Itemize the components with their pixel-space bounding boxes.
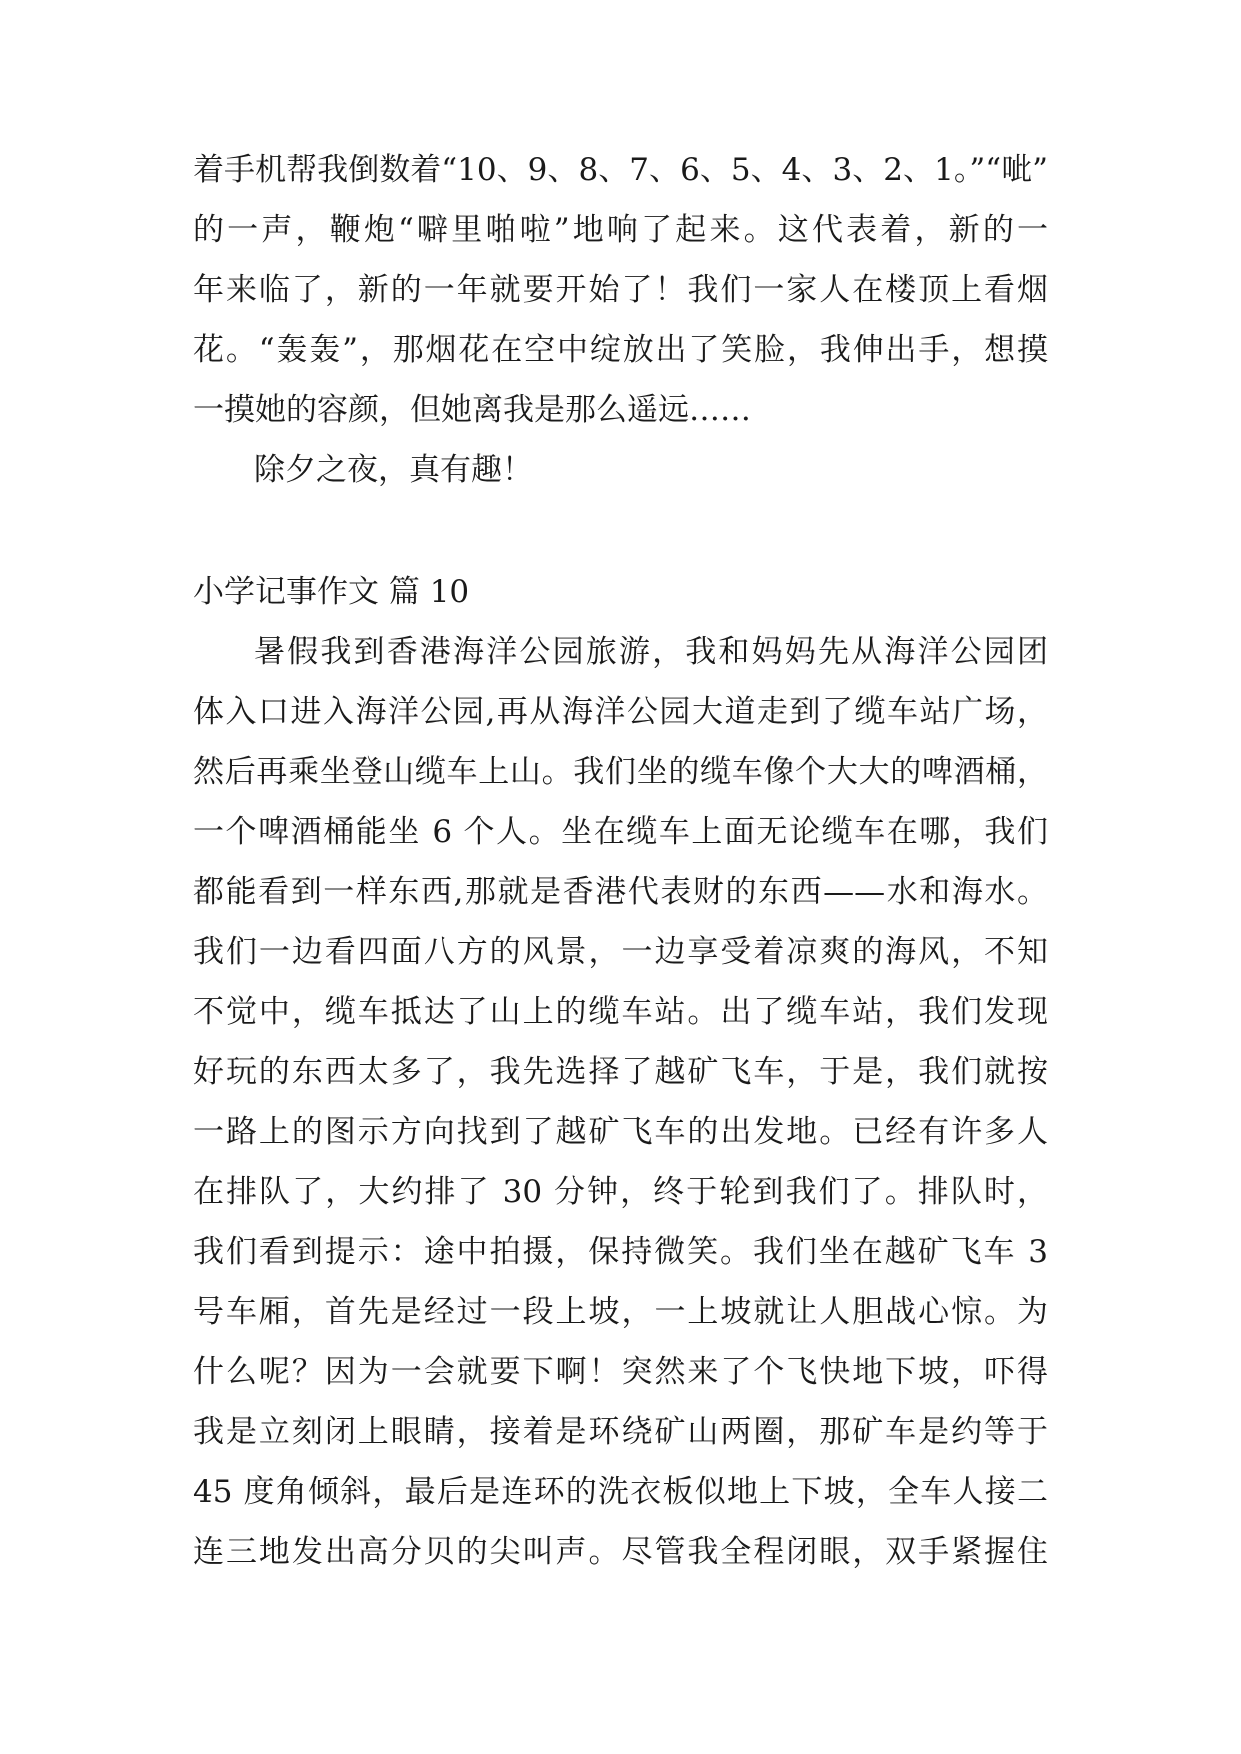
closing-line: 除夕之夜，真有趣！	[254, 452, 533, 488]
paragraph-line: 花。“轰轰”，那烟花在空中绽放出了笑脸，我伸出手，想摸	[193, 332, 1048, 368]
paragraph-line: 45 度角倾斜，最后是连环的洗衣板似地上下坡，全车人接二	[193, 1474, 1048, 1510]
paragraph-line: 的一声，鞭炮“噼里啪啦”地响了起来。这代表着，新的一	[193, 212, 1048, 248]
section-heading: 小学记事作文 篇 10	[193, 574, 470, 610]
paragraph-line: 在排队了，大约排了 30 分钟，终于轮到我们了。排队时，	[193, 1174, 1048, 1210]
paragraph-line: 体入口进入海洋公园,再从海洋公园大道走到了缆车站广场，	[193, 694, 1048, 730]
paragraph-line: 然后再乘坐登山缆车上山。我们坐的缆车像个大大的啤酒桶，	[193, 754, 1048, 790]
paragraph-line: 我是立刻闭上眼睛，接着是环绕矿山两圈，那矿车是约等于	[193, 1414, 1048, 1450]
paragraph-line: 好玩的东西太多了，我先选择了越矿飞车，于是，我们就按	[193, 1054, 1048, 1090]
paragraph-line: 我们看到提示：途中拍摄，保持微笑。我们坐在越矿飞车 3	[193, 1234, 1048, 1270]
paragraph-line: 都能看到一样东西,那就是香港代表财的东西——水和海水。	[193, 874, 1048, 910]
paragraph-line: 我们一边看四面八方的风景，一边享受着凉爽的海风，不知	[193, 934, 1048, 970]
paragraph-line: 一摸她的容颜，但她离我是那么遥远……	[193, 392, 751, 428]
paragraph-line: 连三地发出高分贝的尖叫声。尽管我全程闭眼，双手紧握住	[193, 1534, 1048, 1570]
paragraph-line: 年来临了，新的一年就要开始了！我们一家人在楼顶上看烟	[193, 272, 1048, 308]
paragraph-line: 着手机帮我倒数着“10、9、8、7、6、5、4、3、2、1。”“呲”	[193, 152, 1048, 188]
paragraph-line: 不觉中，缆车抵达了山上的缆车站。出了缆车站，我们发现	[193, 994, 1048, 1030]
paragraph-line: 什么呢？因为一会就要下啊！突然来了个飞快地下坡，吓得	[193, 1354, 1048, 1390]
paragraph-line: 一个啤酒桶能坐 6 个人。坐在缆车上面无论缆车在哪，我们	[193, 814, 1048, 850]
paragraph-line: 号车厢，首先是经过一段上坡，一上坡就让人胆战心惊。为	[193, 1294, 1048, 1330]
paragraph-line: 一路上的图示方向找到了越矿飞车的出发地。已经有许多人	[193, 1114, 1048, 1150]
paragraph-line: 暑假我到香港海洋公园旅游，我和妈妈先从海洋公园团	[254, 634, 1048, 670]
